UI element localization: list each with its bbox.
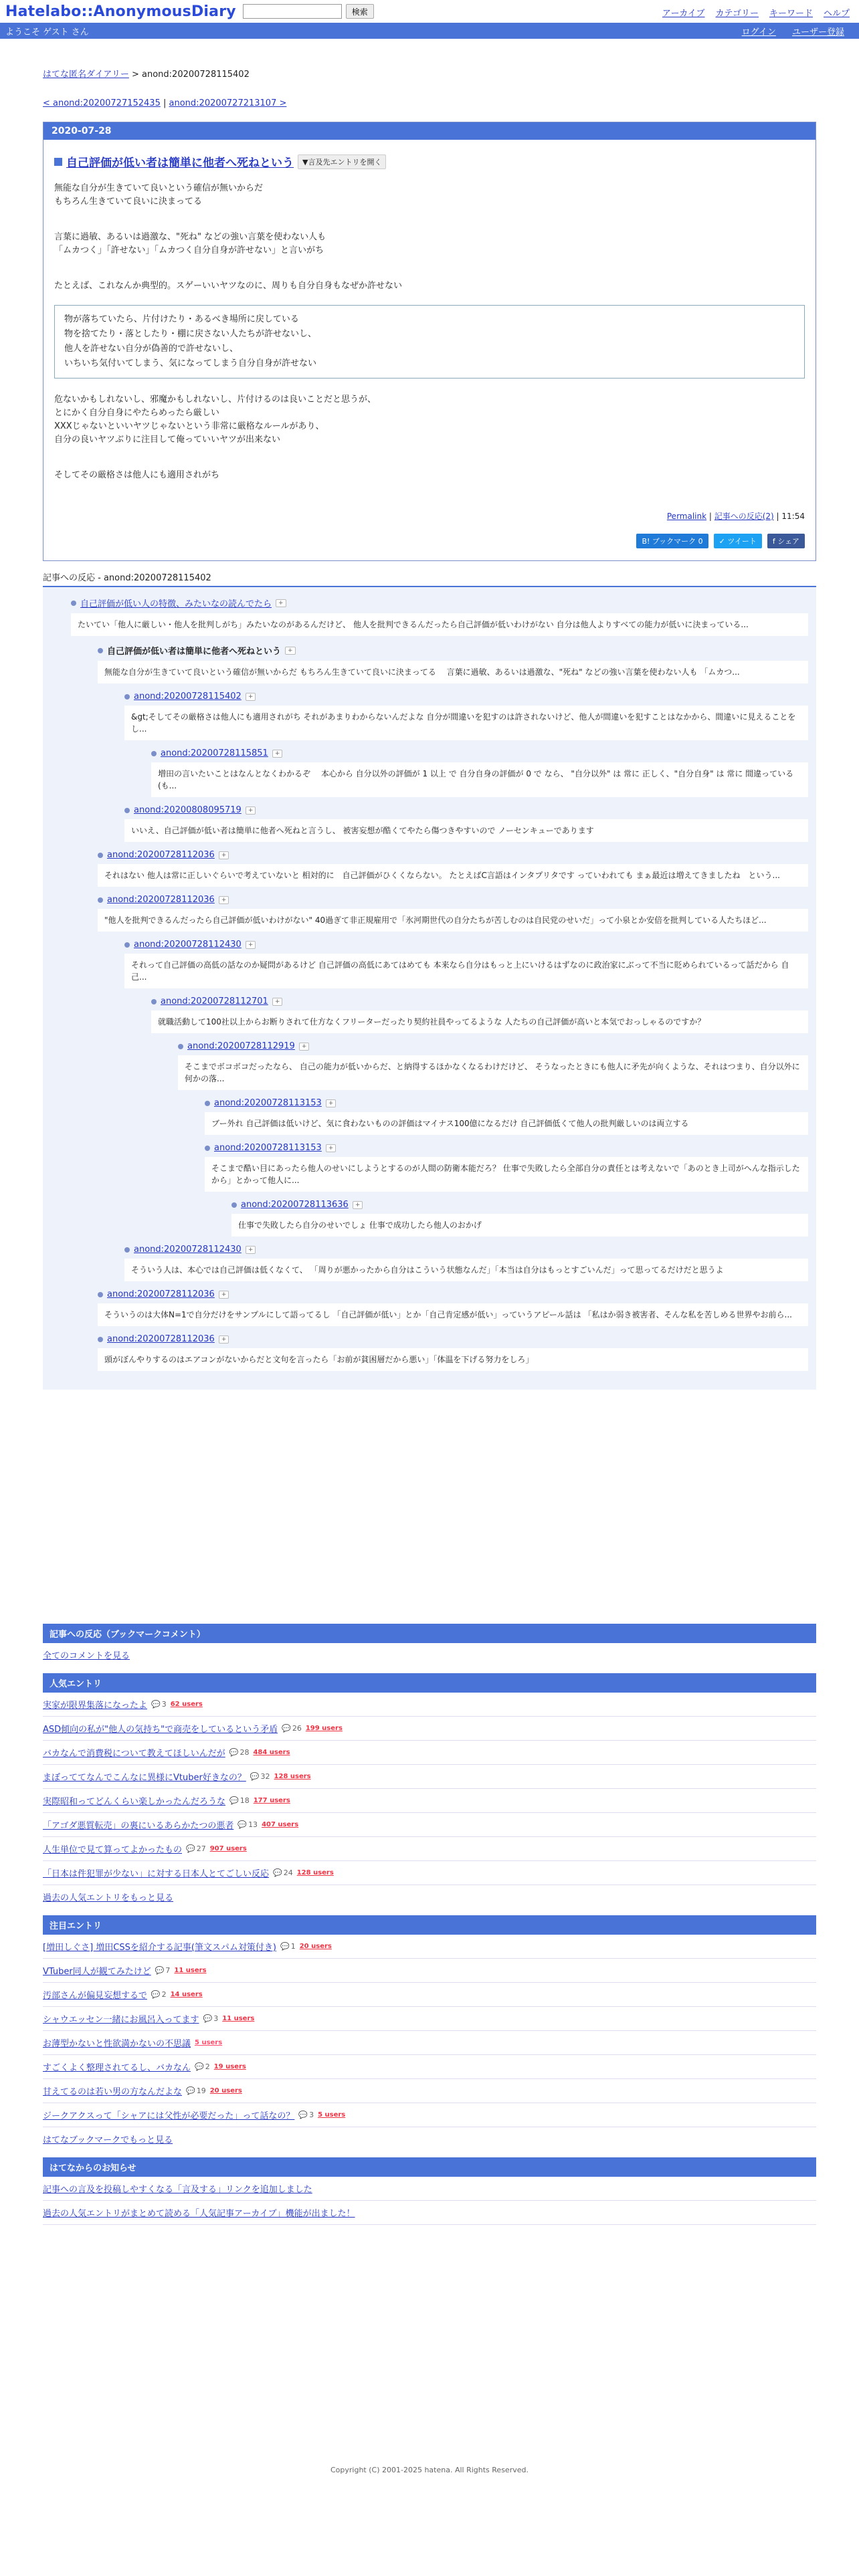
comment-bubble-icon: 💬 bbox=[273, 1868, 282, 1877]
expand-icon[interactable]: + bbox=[353, 1201, 363, 1209]
bookmark-users-badge[interactable]: 907 users bbox=[209, 1845, 247, 1852]
bullet-icon bbox=[205, 1101, 210, 1106]
bookmark-users-badge[interactable]: 62 users bbox=[170, 1701, 203, 1708]
news-link[interactable]: 過去の人気エントリがまとめて読める「人気記事アーカイブ」機能が出ました！ bbox=[43, 2209, 355, 2219]
comment-count: 💬 3 bbox=[298, 2111, 314, 2119]
entry-link[interactable]: 実際昭和ってどんくらい楽しかったんだろうな bbox=[43, 1797, 226, 1807]
expand-icon[interactable]: + bbox=[219, 1335, 229, 1344]
entry-link[interactable]: 汚部さんが偏見妄想するで bbox=[43, 1991, 147, 2001]
entry-row bbox=[43, 2103, 816, 2127]
nav-archive[interactable]: アーカイブ bbox=[662, 9, 705, 19]
breadcrumb bbox=[43, 67, 816, 80]
user-bar bbox=[0, 23, 859, 39]
bullet-icon bbox=[124, 1247, 130, 1253]
bookmark-users-badge[interactable]: 5 users bbox=[318, 2111, 346, 2119]
comment-bubble-icon: 💬 bbox=[282, 1724, 291, 1733]
reaction-snippet: いいえ、自己評価が低い者は簡単に他者へ死ねと言うし、 被害妄想が酷くてやたら傷つきやすいので ノーセンキューであります bbox=[124, 819, 808, 842]
reaction-snippet: そこまで酷い目にあったら他人のせいにしようとするのが人間の防衛本能だろ？ 仕事で失敗したら全部自分の責任とは考えないで「あのとき上司がへんな指示したから」とかって他人に... bbox=[205, 1157, 808, 1192]
all-comments-row bbox=[43, 1643, 816, 1667]
reaction-node bbox=[205, 1143, 808, 1192]
comment-count: 💬 2 bbox=[151, 1990, 167, 1999]
reaction-node bbox=[98, 1334, 808, 1371]
bookmark-users-badge[interactable]: 128 users bbox=[296, 1869, 334, 1876]
popular-heading: 人気エントリ bbox=[43, 1673, 816, 1693]
reaction-title-link[interactable]: 自己評価が低い人の特徴、みたいなの読んでたら bbox=[80, 599, 272, 609]
bullet-icon bbox=[98, 897, 103, 903]
reaction-node bbox=[151, 996, 808, 1033]
expand-icon[interactable]: + bbox=[246, 693, 256, 701]
reaction-title-link[interactable]: anond:20200728113153 bbox=[214, 1143, 322, 1153]
reaction-snippet: それって自己評価の高低の話なのか疑問があるけど 自己評価の高低にあてはめても 本来なら自分はもっと上にいけるはずなのに政治家にぶって不当に貶められているって話だから 自己... bbox=[124, 954, 808, 988]
reaction-title-link[interactable]: anond:20200728115402 bbox=[134, 691, 242, 702]
reaction-snippet: 就職活動して100社以上からお断りされて仕方なくフリーターだったり契約社員やってるような 人たちの自己評価が高いと本気でおっしゃるのですか？ bbox=[151, 1010, 808, 1033]
reaction-node bbox=[124, 691, 808, 740]
search-button[interactable]: 検索 bbox=[346, 4, 374, 19]
entry-row bbox=[43, 1983, 816, 2007]
bullet-icon bbox=[98, 648, 103, 653]
reaction-snippet: 無能な自分が生きていて良いという確信が無いからだ もちろん生きていて良いに決まってる 言葉に過敏、あるいは過激な、"死ね" などの強い言葉を使わない人も 「ムカつ... bbox=[98, 661, 808, 683]
expand-icon[interactable]: + bbox=[219, 896, 229, 904]
reaction-snippet: 頭がぼんやりするのはエアコンがないからだと文句を言ったら「お前が貧困層だから悪い」「体温を下げる努力をしろ」 bbox=[98, 1348, 808, 1371]
comment-count: 💬 1 bbox=[280, 1942, 296, 1951]
reaction-head bbox=[124, 940, 808, 950]
expand-icon[interactable]: + bbox=[219, 851, 229, 859]
bullet-icon bbox=[124, 808, 130, 813]
reaction-snippet: そういう人は、本心では自己評価は低くなくて、 「周りが悪かったから自分はこういう状態なんだ」「本当は自分はもっとすごいんだ」って思ってるだけだと思うよ bbox=[124, 1259, 808, 1281]
prev-next-nav bbox=[43, 98, 816, 108]
popular-list bbox=[43, 1693, 816, 1885]
entry-date: 2020-07-28 bbox=[43, 122, 816, 140]
reaction-snippet: &gt;そしてその厳格さは他人にも適用されがち それがあまりわからないんだよな 自分が間違いを犯すのは許されないけど、他人が間違いを犯すことはなかから、間違いに見えることをし... bbox=[124, 706, 808, 740]
reaction-head bbox=[98, 644, 808, 657]
bullet-icon bbox=[178, 1044, 183, 1049]
main-content bbox=[43, 39, 816, 2484]
bookmark-users-badge[interactable]: 20 users bbox=[209, 2087, 242, 2095]
featured-more-link[interactable]: はてなブックマークでもっと見る bbox=[43, 2135, 173, 2145]
title-square-icon bbox=[54, 158, 62, 166]
reaction-title-link[interactable]: anond:20200728112701 bbox=[161, 996, 268, 1006]
comment-bubble-icon: 💬 bbox=[229, 1748, 239, 1757]
entry-paragraph: たとえば、これなんか典型的。スゲーいいヤツなのに、周りも自分自身もなぜか許せない bbox=[54, 281, 403, 291]
breadcrumb-site[interactable]: はてな匿名ダイアリー bbox=[43, 70, 129, 80]
bullet-icon bbox=[98, 1292, 103, 1297]
reaction-snippet: "他人を批判できるんだったら自己評価が低いわけがない" 40過ぎて非正規雇用で「氷河期世代の自分たちが苦しむのは自民党のせいだ」って小泉とか安倍を批判している人たちほど... bbox=[98, 909, 808, 932]
expand-icon[interactable]: + bbox=[246, 807, 256, 815]
entry-link[interactable]: ジークアクスって「シャアには父性が必要だった」って話なの？ bbox=[43, 2111, 295, 2121]
search-input[interactable] bbox=[243, 4, 342, 19]
comment-count: 💬 19 bbox=[186, 2086, 206, 2095]
bookmark-users-badge[interactable]: 484 users bbox=[253, 1749, 290, 1756]
entry-row bbox=[43, 1693, 816, 1717]
bookmark-users-badge[interactable]: 20 users bbox=[299, 1943, 332, 1950]
featured-list bbox=[43, 1935, 816, 2127]
facebook-icon: f bbox=[772, 537, 778, 546]
comment-bubble-icon: 💬 bbox=[280, 1942, 290, 1951]
entry-row bbox=[43, 1717, 816, 1741]
entry-blockquote bbox=[54, 305, 805, 379]
entry-link[interactable]: シャウエッセン一緒にお風呂入ってます bbox=[43, 2015, 199, 2025]
reaction-head bbox=[71, 597, 808, 609]
entry-row bbox=[43, 1765, 816, 1789]
all-comments-link[interactable]: 全てのコメントを見る bbox=[43, 1651, 130, 1661]
quote-line: いちいち気付いてしまう、気になってしまう自分自身が許せない bbox=[64, 358, 317, 368]
reaction-node bbox=[151, 748, 808, 797]
prev-entry-link[interactable]: < anond:20200727152435 bbox=[43, 98, 161, 108]
reaction-node bbox=[98, 1289, 808, 1326]
reaction-title-link[interactable]: anond:20200728112036 bbox=[107, 895, 215, 905]
reaction-snippet: たいてい「他人に厳しい・他人を批判しがち」みたいなのがあるんだけど、 他人を批判できるんだったら自己評価が低いわけがない 自分は他人よりすべての能力が低いに決まっている... bbox=[71, 613, 808, 636]
hatena-bookmark-button[interactable]: B! ブックマーク 0 bbox=[636, 534, 708, 548]
bullet-icon bbox=[71, 601, 76, 606]
expand-icon[interactable]: + bbox=[299, 1043, 310, 1051]
entry-paragraph: 無能な自分が生きていて良いという確信が無いからだ もちろん生きていて良いに決まってる bbox=[54, 183, 264, 207]
entry-time: 11:54 bbox=[781, 512, 805, 521]
comment-bubble-icon: 💬 bbox=[151, 1990, 161, 1999]
entry-row bbox=[43, 1741, 816, 1765]
reactions-link[interactable]: 記事への反応(2) bbox=[714, 512, 774, 521]
entry-footer bbox=[54, 510, 805, 522]
bullet-icon bbox=[98, 853, 103, 858]
comment-bubble-icon: 💬 bbox=[186, 1844, 195, 1853]
entry-title[interactable]: 自己評価が低い者は簡単に他者へ死ねという bbox=[66, 156, 294, 170]
foot-sep: | bbox=[706, 512, 714, 521]
entry-link[interactable]: VTuber同人が観てみたけど bbox=[43, 1967, 151, 1977]
open-reference-button[interactable]: ▼言及先エントリを開く bbox=[298, 154, 386, 169]
entry-link[interactable]: 「アゴダ悪質転売」の裏にいるあらかたつの悪者 bbox=[43, 1821, 234, 1831]
news-item bbox=[43, 2177, 816, 2201]
bookmark-users-badge[interactable]: 199 users bbox=[305, 1725, 343, 1732]
facebook-share-button[interactable]: f シェア bbox=[767, 534, 805, 548]
reaction-head bbox=[151, 748, 808, 758]
copyright: Copyright (C) 2001-2025 hatena. All Rights Reserved. bbox=[330, 2466, 529, 2474]
expand-icon[interactable]: + bbox=[246, 1246, 256, 1254]
bookmark-users-badge[interactable]: 19 users bbox=[213, 2063, 246, 2070]
reaction-title-link[interactable]: anond:20200728113153 bbox=[214, 1098, 322, 1108]
reaction-head bbox=[98, 895, 808, 905]
bookmark-users-badge[interactable]: 407 users bbox=[262, 1821, 299, 1828]
entry-row bbox=[43, 2055, 816, 2079]
entry-row bbox=[43, 1813, 816, 1837]
nav-keyword[interactable]: キーワード bbox=[769, 9, 813, 19]
entry-link[interactable]: バカなんで消費税について教えてほしいんだが bbox=[43, 1749, 225, 1759]
reaction-node bbox=[98, 895, 808, 932]
reaction-head bbox=[124, 805, 808, 815]
bookmark-users-badge[interactable]: 5 users bbox=[195, 2039, 223, 2046]
register-link[interactable]: ユーザー登録 bbox=[791, 27, 844, 37]
reaction-snippet: 増田の言いたいことはなんとなくわかるぞ 本心から 自分以外の評価が 1 以上 で 自分自身の評価が 0 で なら、 "自分以外" は 常に 正しく、"自分自身" は 常に 間違っている(も... bbox=[151, 762, 808, 797]
comment-bubble-icon: 💬 bbox=[298, 2111, 308, 2119]
share-buttons bbox=[54, 534, 805, 548]
entry-body bbox=[43, 140, 816, 560]
site-logo[interactable]: Hatelabo::AnonymousDiary bbox=[5, 3, 236, 20]
prevnext-sep: | bbox=[160, 98, 169, 108]
bullet-icon bbox=[151, 999, 157, 1004]
entry-link[interactable]: お薄型かないと性欲満かないの不思議 bbox=[43, 2039, 191, 2049]
expand-icon[interactable]: + bbox=[326, 1099, 337, 1107]
comment-count: 💬 2 bbox=[195, 2062, 210, 2071]
comment-count: 💬 18 bbox=[229, 1796, 250, 1805]
comment-bubble-icon: 💬 bbox=[195, 2062, 204, 2071]
expand-icon[interactable]: + bbox=[272, 750, 283, 758]
reaction-title-link[interactable]: 自己評価が低い者は簡単に他者へ死ねという bbox=[107, 647, 282, 657]
comment-bubble-icon: 💬 bbox=[250, 1772, 260, 1781]
popular-more-row bbox=[43, 1885, 816, 1909]
reaction-head bbox=[151, 996, 808, 1006]
news-link[interactable]: 記事への言及を投稿しやすくなる「言及する」リンクを追加しました bbox=[43, 2185, 312, 2195]
reaction-tree bbox=[43, 587, 816, 1390]
bookmark-comments-heading: 記事への反応（ブックマークコメント） bbox=[43, 1624, 816, 1643]
entry-link[interactable]: 実家が限界集落になったよ bbox=[43, 1701, 148, 1711]
breadcrumb-sep: > bbox=[128, 70, 142, 80]
reaction-snippet: それはない 他人は常に正しいぐらいで考えていないと 相対的に 自己評価がひくくならない。 たとえばC言語はインタプリタです っていわれても まぁ最近は増えてきましたね という... bbox=[98, 864, 808, 887]
bullet-icon bbox=[124, 942, 130, 948]
comment-count: 💬 7 bbox=[155, 1966, 171, 1975]
reaction-head bbox=[98, 1289, 808, 1299]
top-header bbox=[0, 0, 859, 23]
reaction-title-link[interactable]: anond:20200728112036 bbox=[107, 1334, 215, 1344]
comment-bubble-icon: 💬 bbox=[229, 1796, 239, 1805]
expand-icon[interactable]: + bbox=[276, 599, 286, 607]
entry-row bbox=[43, 1935, 816, 1959]
comment-count: 💬 28 bbox=[229, 1748, 250, 1757]
expand-icon[interactable]: + bbox=[272, 998, 283, 1006]
reaction-head bbox=[98, 1334, 808, 1344]
bookmark-users-badge[interactable]: 14 users bbox=[170, 1991, 203, 1998]
comment-bubble-icon: 💬 bbox=[151, 1700, 161, 1709]
next-entry-link[interactable]: anond:20200727213107 > bbox=[169, 98, 287, 108]
login-link[interactable]: ログイン bbox=[741, 27, 776, 37]
bookmark-users-badge[interactable]: 11 users bbox=[174, 1967, 207, 1974]
bookmark-users-badge[interactable]: 177 users bbox=[253, 1797, 290, 1804]
bookmark-users-badge[interactable]: 11 users bbox=[222, 2015, 255, 2022]
entry-link[interactable]: ASD傾向の私が"他人の気持ち"で商売をしているという矛盾 bbox=[43, 1725, 278, 1735]
bullet-icon bbox=[98, 1337, 103, 1342]
reaction-snippet: そこまでボコボコだったなら、 自己の能力が低いからだ、と納得するほかなくなるわけだけど、 そうなったときにも他人に矛先が向くような、それはつまり、自分以外に何かの落... bbox=[178, 1055, 808, 1090]
entry-paragraph: 危ないかもしれないし、邪魔かもしれないし、片付けるのは良いことだと思うが、 とにかく自分自身にやたらめったら厳しい XXXじゃないといいヤツじゃないという非常に厳格なルールがあり、 自分の良いヤツぶりに注目して俺っていいヤツが出来ない bbox=[54, 395, 377, 445]
expand-icon[interactable]: + bbox=[285, 647, 296, 655]
reaction-snippet: ブー外れ 自己評価は低いけど、気に食わないものの評価はマイナス100億になるだけ 自己評価低くて他人の批判厳しいのは両立する bbox=[205, 1112, 808, 1135]
reaction-head bbox=[205, 1098, 808, 1108]
featured-heading: 注目エントリ bbox=[43, 1915, 816, 1935]
bullet-icon bbox=[231, 1202, 237, 1208]
reaction-title-link[interactable]: anond:20200728113636 bbox=[241, 1200, 349, 1210]
comment-count: 💬 3 bbox=[203, 2014, 219, 2023]
reaction-title-link[interactable]: anond:20200728112430 bbox=[134, 940, 242, 950]
reaction-node bbox=[124, 1245, 808, 1281]
popular-more-link[interactable]: 過去の人気エントリをもっと見る bbox=[43, 1893, 174, 1903]
reaction-node bbox=[205, 1098, 808, 1135]
reaction-node bbox=[124, 940, 808, 988]
comment-count: 💬 13 bbox=[237, 1820, 258, 1829]
permalink-link[interactable]: Permalink bbox=[666, 512, 707, 521]
comment-bubble-icon: 💬 bbox=[203, 2014, 213, 2023]
entry-link[interactable]: すごくよく整理されてるし、バカなん bbox=[43, 2063, 191, 2073]
entry-paragraph: そしてその厳格さは他人にも適用されがち bbox=[54, 470, 220, 480]
tweet-button[interactable]: ✓ ツイート bbox=[714, 534, 762, 548]
foot-sep: | bbox=[773, 512, 782, 521]
comment-count: 💬 32 bbox=[250, 1772, 270, 1781]
quote-line: 他人を許せない自分が偽善的で許せないし、 bbox=[64, 344, 239, 354]
entry-row bbox=[43, 1959, 816, 1983]
bullet-icon bbox=[124, 694, 130, 700]
comment-count: 💬 3 bbox=[151, 1700, 167, 1709]
reaction-title-link[interactable]: anond:20200728112036 bbox=[107, 1289, 215, 1299]
reaction-node bbox=[231, 1200, 808, 1237]
nav-help[interactable]: ヘルプ bbox=[823, 9, 850, 19]
bookmark-users-badge[interactable]: 128 users bbox=[274, 1773, 311, 1780]
top-nav bbox=[662, 6, 850, 19]
welcome-text: ようこそ ゲスト さん bbox=[5, 27, 89, 37]
comment-bubble-icon: 💬 bbox=[155, 1966, 165, 1975]
entry-row bbox=[43, 1837, 816, 1861]
reaction-node bbox=[124, 805, 808, 842]
reactions-heading: 記事への反応 - anond:20200728115402 bbox=[43, 570, 816, 587]
reaction-node bbox=[98, 850, 808, 887]
reaction-snippet: 仕事で失敗したら自分のせいでしょ 仕事で成功したら他人のおかげ bbox=[231, 1214, 808, 1237]
reaction-head bbox=[231, 1200, 808, 1210]
comment-count: 💬 26 bbox=[282, 1724, 302, 1733]
entry-link[interactable]: 甘えてるのは若い男の方なんだよな bbox=[43, 2087, 183, 2097]
expand-icon[interactable]: + bbox=[326, 1144, 337, 1152]
entry-row bbox=[43, 2007, 816, 2031]
comment-bubble-icon: 💬 bbox=[186, 2086, 195, 2095]
reaction-head bbox=[124, 691, 808, 702]
reaction-head bbox=[205, 1143, 808, 1153]
reaction-node bbox=[178, 1041, 808, 1090]
entry-link[interactable]: 「日本は件犯罪が少ない」に対する日本人とてごしい反応 bbox=[43, 1869, 270, 1879]
expand-icon[interactable]: + bbox=[246, 941, 256, 949]
reaction-title-link[interactable]: anond:20200728112036 bbox=[107, 850, 215, 860]
entry-link[interactable]: 人生単位で見て算ってよかったもの bbox=[43, 1845, 183, 1855]
comment-count: 💬 27 bbox=[186, 1844, 206, 1853]
comment-count: 💬 24 bbox=[273, 1868, 293, 1877]
reaction-node bbox=[98, 644, 808, 683]
nav-category[interactable]: カテゴリー bbox=[715, 9, 759, 19]
reaction-head bbox=[178, 1041, 808, 1051]
entry-row bbox=[43, 2079, 816, 2103]
reaction-node bbox=[71, 597, 808, 636]
news-item bbox=[43, 2201, 816, 2225]
featured-more-row bbox=[43, 2127, 816, 2151]
expand-icon[interactable]: + bbox=[219, 1291, 229, 1299]
bullet-icon bbox=[205, 1146, 210, 1151]
diary-entry bbox=[43, 122, 816, 561]
reaction-title-link[interactable]: anond:20200808095719 bbox=[134, 805, 242, 815]
news-heading: はてなからのお知らせ bbox=[43, 2157, 816, 2177]
reaction-head bbox=[124, 1245, 808, 1255]
entry-row bbox=[43, 1861, 816, 1885]
twitter-icon: ✓ bbox=[719, 537, 728, 546]
entry-row bbox=[43, 1789, 816, 1813]
entry-title-row bbox=[54, 153, 805, 170]
entry-paragraph: 言葉に過敏、あるいは過激な、"死ね" などの強い言葉を使わない人も 「ムカつく」「許せない」「ムカつく自分自身が許せない」と言いがち bbox=[54, 232, 326, 255]
entry-link[interactable]: まぼっててなんでこんなに異様にVtuber好きなの？ bbox=[43, 1773, 246, 1783]
reaction-title-link[interactable]: anond:20200728112430 bbox=[134, 1245, 242, 1255]
reaction-snippet: そういうのは大体N=1で自分だけをサンプルにして語ってるし 「自己評価が低い」とか「自己肯定感が低い」っていうアピール話は 「私はか弱き被害者、そんな私を苦しめる世界やお前ら... bbox=[98, 1303, 808, 1326]
quote-line: 物を捨てたり・落としたり・棚に戻さない人たちが許せないし、 bbox=[64, 329, 317, 339]
reaction-title-link[interactable]: anond:20200728115851 bbox=[161, 748, 268, 758]
bullet-icon bbox=[151, 751, 157, 756]
entry-link[interactable]: [増田しぐさ] 増田CSSを紹介する記事(筆文スパム対策付き) bbox=[43, 1943, 277, 1953]
comment-bubble-icon: 💬 bbox=[237, 1820, 248, 1829]
breadcrumb-current: anond:20200728115402 bbox=[142, 70, 250, 80]
reaction-title-link[interactable]: anond:20200728112919 bbox=[187, 1041, 295, 1051]
quote-line: 物が落ちていたら、片付けたり・あるべき場所に戻している bbox=[64, 314, 299, 324]
reaction-head bbox=[98, 850, 808, 860]
entry-row bbox=[43, 2031, 816, 2055]
